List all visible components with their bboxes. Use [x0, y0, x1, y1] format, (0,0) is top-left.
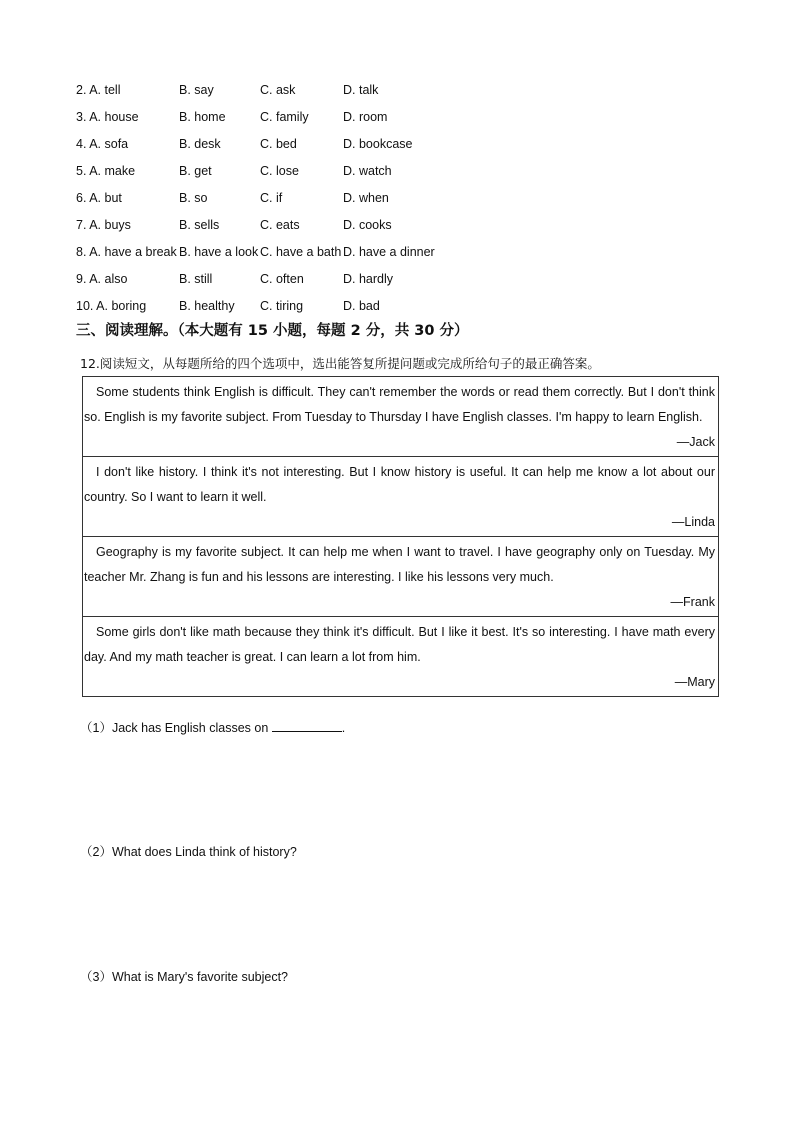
option-c: C. family: [260, 110, 309, 124]
option-b: B. say: [179, 83, 214, 97]
question-2: （2）What does Linda think of history?: [80, 845, 297, 859]
passage-text: Geography is my favorite subject. It can help me when I want to travel. I have geography only on Tuesday. My teacher Mr. Zhang is fun and his lessons are interesting. I like his lessons very much.: [84, 545, 715, 584]
option-d: D. cooks: [343, 218, 392, 232]
option-b: B. home: [179, 110, 226, 124]
option-a: 4. A. sofa: [76, 137, 129, 151]
option-b: B. healthy: [179, 299, 235, 313]
option-b: B. have a look: [179, 245, 259, 259]
option-b: B. desk: [179, 137, 221, 151]
option-d: D. when: [343, 191, 389, 205]
option-a: 5. A. make: [76, 164, 136, 178]
option-c: C. bed: [260, 137, 297, 151]
option-a: 9. A. also: [76, 272, 128, 286]
option-c: C. have a bath: [260, 245, 342, 259]
passages-table: [82, 376, 719, 697]
instruction: 12.阅读短文，从每题所给的四个选项中，选出能答复所提问题或完成所给句子的最正确答案。: [80, 356, 600, 371]
passage-text: I don't like history. I think it's not interesting. But I know history is useful. It can help me know a lot about our country. So I want to learn it well.: [84, 465, 715, 504]
passage-frank: [83, 536, 718, 616]
option-c: C. ask: [260, 83, 296, 97]
question-1-suffix: .: [341, 721, 346, 735]
passage-text: Some students think English is difficult. They can't remember the words or read them correctly. But I don't think so. English is my favorite subject. From Tuesday to Thursday I have English classes. I'm happy to learn English.: [84, 385, 715, 424]
passage-jack: [83, 377, 718, 456]
passage-author: —Mary: [674, 675, 715, 689]
passage-mary: [83, 616, 718, 696]
passage-author: —Jack: [676, 435, 715, 449]
answer-blank[interactable]: [272, 719, 342, 732]
option-a: 7. A. buys: [76, 218, 131, 232]
option-a: 6. A. but: [76, 191, 122, 205]
passage-text: Some girls don't like math because they think it's difficult. But I like it best. It's so interesting. I have math every day. And my math teacher is great. I can learn a lot from him.: [84, 625, 715, 664]
option-b: B. sells: [179, 218, 220, 232]
option-b: B. get: [179, 164, 212, 178]
section-title: 三、阅读理解。（本大题有 15 小题，每题 2 分，共 30 分）: [76, 323, 469, 339]
option-d: D. bookcase: [343, 137, 413, 151]
option-a: 10. A. boring: [76, 299, 147, 313]
option-b: B. so: [179, 191, 208, 205]
option-d: D. talk: [343, 83, 379, 97]
option-d: D. hardly: [343, 272, 394, 286]
option-c: C. if: [260, 191, 283, 205]
option-d: D. room: [343, 110, 388, 124]
passage-linda: [83, 456, 718, 536]
option-d: D. watch: [343, 164, 392, 178]
option-c: C. eats: [260, 218, 300, 232]
option-d: D. have a dinner: [343, 245, 435, 259]
passage-author: —Linda: [671, 515, 715, 529]
option-a: 2. A. tell: [76, 83, 121, 97]
option-c: C. tiring: [260, 299, 304, 313]
question-1: [80, 718, 345, 738]
option-c: C. often: [260, 272, 304, 286]
option-d: D. bad: [343, 299, 380, 313]
passage-author: —Frank: [670, 595, 715, 609]
option-a: 8. A. have a break: [76, 245, 177, 259]
option-c: C. lose: [260, 164, 299, 178]
option-b: B. still: [179, 272, 213, 286]
question-3: （3）What is Mary's favorite subject?: [80, 970, 289, 984]
question-1-prefix: （1）Jack has English classes on: [80, 721, 269, 735]
option-a: 3. A. house: [76, 110, 139, 124]
